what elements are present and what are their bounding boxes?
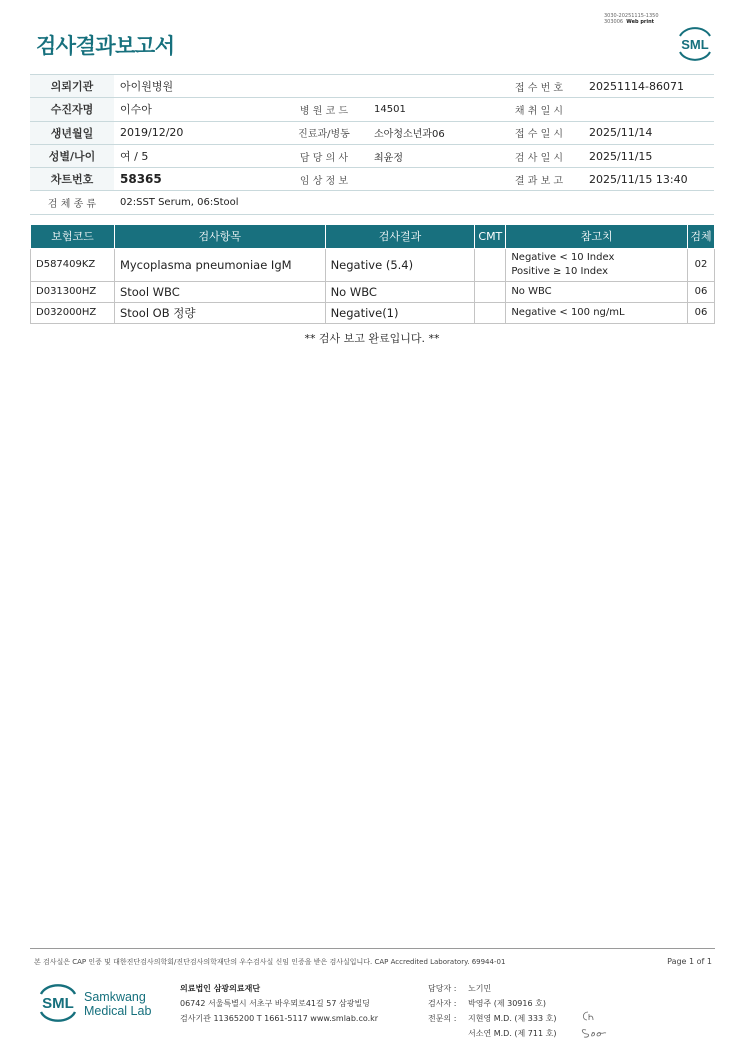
insurance-code: D032000HZ bbox=[31, 302, 115, 323]
cmt-cell bbox=[475, 302, 506, 323]
info-value: 아이원병원 bbox=[114, 75, 495, 98]
info-value: 2025/11/14 bbox=[583, 121, 714, 144]
info-row bbox=[30, 121, 714, 144]
sml-logo-icon bbox=[36, 980, 80, 1024]
info-row bbox=[30, 75, 714, 98]
specimen-value: 02:SST Serum, 06:Stool bbox=[114, 191, 714, 214]
info-value: 이수아 bbox=[114, 98, 280, 121]
reference-line: Negative < 10 Index bbox=[511, 251, 615, 263]
sml-logo-icon bbox=[676, 25, 714, 61]
staff-name: 지현영 M.D. (제 333 호) bbox=[468, 1014, 557, 1023]
info-label: 의뢰기관 bbox=[30, 75, 114, 98]
reference-line: Negative < 100 ng/mL bbox=[511, 306, 625, 318]
info-label: 수진자명 bbox=[30, 98, 114, 121]
info-label: 검 사 일 시 bbox=[495, 144, 583, 167]
table-row bbox=[31, 302, 715, 323]
test-item: Mycoplasma pneumoniae IgM bbox=[114, 248, 325, 281]
reference-line: Positive ≥ 10 Index bbox=[511, 265, 609, 277]
header-reference: 참고치 bbox=[506, 225, 688, 248]
staff-row bbox=[428, 1011, 556, 1026]
info-label: 병 원 코 드 bbox=[280, 98, 368, 121]
logo-text: SML bbox=[42, 995, 74, 1012]
info-value: 소아청소년과06 bbox=[368, 121, 495, 144]
header-insurance-code: 보험코드 bbox=[31, 225, 115, 248]
staff-row bbox=[428, 981, 556, 996]
cmt-cell bbox=[475, 248, 506, 281]
report-complete-message: ** 검사 보고 완료입니다. ** bbox=[304, 332, 440, 345]
reference-line: No WBC bbox=[511, 285, 552, 297]
chart-number: 58365 bbox=[114, 168, 280, 191]
specimen-label: 검 체 종 류 bbox=[30, 191, 114, 214]
info-value: 14501 bbox=[368, 98, 495, 121]
page-number: Page 1 of 1 bbox=[667, 957, 712, 966]
info-value bbox=[368, 168, 495, 191]
info-label: 채 취 일 시 bbox=[495, 98, 583, 121]
test-result: Negative (5.4) bbox=[325, 248, 475, 281]
info-label: 차트번호 bbox=[30, 168, 114, 191]
specimen-code: 06 bbox=[687, 281, 714, 302]
accreditation-note: 본 검사실은 CAP 인증 및 대한진단검사의학회/진단검사의학재단의 우수검사실 신임 인증을 받은 검사실입니다. CAP Accredited Laboratory. 69944-01 bbox=[34, 958, 506, 966]
insurance-code: D031300HZ bbox=[31, 281, 115, 302]
test-item: Stool WBC bbox=[114, 281, 325, 302]
organization-info bbox=[180, 981, 378, 1026]
staff-row bbox=[428, 996, 556, 1011]
org-name: 의료법인 삼광의료재단 bbox=[180, 984, 261, 993]
reference-range bbox=[506, 281, 688, 302]
staff-role: 담당자 : bbox=[428, 984, 457, 993]
svg-text:SML: SML bbox=[681, 37, 709, 52]
header-test-item: 검사항목 bbox=[114, 225, 325, 248]
info-value: 2019/12/20 bbox=[114, 121, 280, 144]
print-id bbox=[604, 13, 659, 25]
brand-line: Samkwang bbox=[84, 990, 146, 1004]
print-id-line2: 303006 bbox=[604, 19, 624, 25]
signature-icon bbox=[576, 1008, 612, 1040]
results-table bbox=[30, 225, 715, 324]
patient-info-table bbox=[30, 74, 714, 215]
report-title: 검사결과보고서 bbox=[36, 34, 175, 58]
print-mode: Web print bbox=[626, 19, 655, 25]
info-label: 진료과/병동 bbox=[280, 121, 368, 144]
info-label: 결 과 보 고 bbox=[495, 168, 583, 191]
info-label: 임 상 정 보 bbox=[280, 168, 368, 191]
staff-name: 박영주 (제 30916 호) bbox=[468, 999, 546, 1008]
info-label: 접 수 번 호 bbox=[495, 75, 583, 98]
reference-range bbox=[506, 248, 688, 281]
cmt-cell bbox=[475, 281, 506, 302]
header-cmt: CMT bbox=[475, 225, 506, 248]
print-id-line1: 3030-20251115-1350 bbox=[604, 13, 659, 19]
table-row bbox=[31, 248, 715, 281]
staff-row bbox=[428, 1026, 556, 1041]
test-result: No WBC bbox=[325, 281, 475, 302]
header-test-result: 검사결과 bbox=[325, 225, 475, 248]
insurance-code: D587409KZ bbox=[31, 248, 115, 281]
table-row bbox=[31, 281, 715, 302]
info-value bbox=[583, 98, 714, 121]
info-value: 20251114-86071 bbox=[583, 75, 714, 98]
results-header-row bbox=[31, 225, 715, 248]
info-row bbox=[30, 168, 714, 191]
staff-info bbox=[428, 981, 556, 1041]
staff-role: 검사자 : bbox=[428, 999, 457, 1008]
reference-range bbox=[506, 302, 688, 323]
info-label: 접 수 일 시 bbox=[495, 121, 583, 144]
info-value: 여 / 5 bbox=[114, 144, 280, 167]
test-result: Negative(1) bbox=[325, 302, 475, 323]
brand-line: Medical Lab bbox=[84, 1004, 152, 1018]
info-value: 2025/11/15 bbox=[583, 144, 714, 167]
specimen-code: 06 bbox=[687, 302, 714, 323]
info-label: 성별/나이 bbox=[30, 144, 114, 167]
info-value: 2025/11/15 13:40 bbox=[583, 168, 714, 191]
staff-name: 서소연 M.D. (제 711 호) bbox=[468, 1029, 557, 1038]
info-label: 생년월일 bbox=[30, 121, 114, 144]
staff-name: 노기민 bbox=[468, 984, 492, 993]
org-contact: 검사기관 11365200 T 1661-5117 www.smlab.co.kr bbox=[180, 1014, 379, 1023]
info-label: 담 당 의 사 bbox=[280, 144, 368, 167]
info-row bbox=[30, 98, 714, 121]
org-address: 06742 서울특별시 서초구 바우뫼로41길 57 삼광빌딩 bbox=[180, 999, 370, 1008]
test-item: Stool OB 정량 bbox=[114, 302, 325, 323]
staff-role bbox=[428, 1026, 468, 1041]
staff-role: 전문의 : bbox=[428, 1014, 457, 1023]
info-value: 최윤정 bbox=[368, 144, 495, 167]
footer-divider bbox=[30, 948, 715, 949]
info-row bbox=[30, 191, 714, 214]
info-row bbox=[30, 144, 714, 167]
specimen-code: 02 bbox=[687, 248, 714, 281]
brand-name bbox=[84, 990, 151, 1018]
header-specimen: 검체 bbox=[687, 225, 714, 248]
